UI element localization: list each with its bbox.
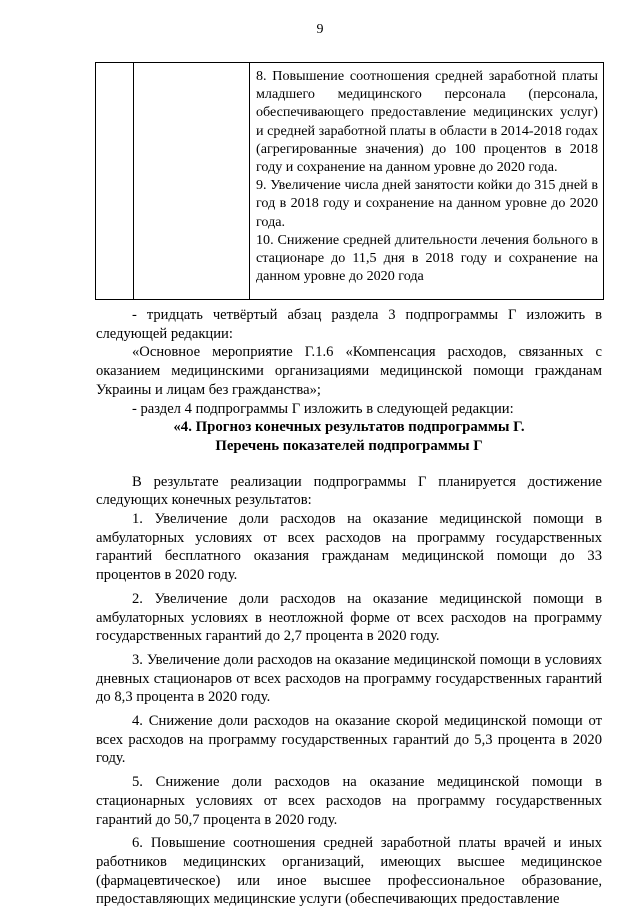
section-heading: Перечень показателей подпрограммы Г <box>215 437 483 454</box>
page-number: 9 <box>316 22 324 37</box>
table-cell-empty-2 <box>133 63 250 299</box>
list-item: 3. Увеличение доли расходов на оказание медицинской помощи в условиях дневных стационаров от всех расходов на программу государственных гарантий до 8,3 процента в 2020 году. <box>96 651 602 706</box>
paragraph: «Основное мероприятие Г.1.6 «Компенсация расходов, связанных с оказанием медицинскими организациями медицинской помощи гражданам Украины и лицам без гражданства»; <box>96 344 602 398</box>
list-item: 4. Снижение доли расходов на оказание скорой медицинской помощи от всех расходов на программу государственных гарантий до 5,3 процента в 2020 году. <box>96 713 602 767</box>
list-item: 5. Снижение доли расходов на оказание медицинской помощи в стационарных условиях от всех расходов на программу государственных гарантий до 50,7 процента в 2020 году. <box>96 774 602 828</box>
document-body <box>96 306 602 909</box>
section-heading: «4. Прогноз конечных результатов подпрограммы Г. <box>173 419 525 436</box>
table-item-10: 10. Снижение средней длительности лечения больного в стационаре до 11,5 дня в 2018 году и сохранение на данном уровне до 2020 года <box>256 231 598 285</box>
list-item: 2. Увеличение доли расходов на оказание медицинской помощи в амбулаторных условиях в неотложной форме от всех расходов на программу государственных гарантий до 2,7 процента в 2020 году. <box>96 590 602 645</box>
paragraph: В результате реализации подпрограммы Г планируется достижение следующих конечных результатов: <box>96 473 602 509</box>
table-cell-empty-1 <box>96 63 134 299</box>
indicator-table <box>95 62 604 300</box>
paragraph: - тридцать четвёртый абзац раздела 3 подпрограммы Г изложить в следующей редакции: <box>96 307 602 342</box>
paragraph: - раздел 4 подпрограммы Г изложить в следующей редакции: <box>132 400 514 417</box>
table-cell-indicators <box>249 63 603 299</box>
list-item: 1. Увеличение доли расходов на оказание медицинской помощи в амбулаторных условиях от всех расходов на программу государственных гарантий бесплатного оказания гражданам медицинской помощи до 33 процентов в 2020 году. <box>96 511 602 584</box>
list-item: 6. Повышение соотношения средней заработной платы врачей и иных работников медицинских организаций, имеющих высшее медицинское (фармацевтическое) или иное высшее профессиональное образование, предоставляющих медицинские услуги (обеспечивающих предоставление <box>96 835 602 908</box>
table-item-8: 8. Повышение соотношения средней заработной платы младшего медицинского персонала (персонала, обеспечивающего предоставление медицинских услуг) и средней заработной платы в области в 2014-2018 годах (агрегированные значения) до 100 процентов в 2018 году и сохранение на данном уровне до 2020 года. <box>256 68 598 176</box>
table-item-9: 9. Увеличение числа дней занятости койки до 315 дней в год в 2018 году и сохранение на данном уровне до 2020 года. <box>256 177 598 230</box>
